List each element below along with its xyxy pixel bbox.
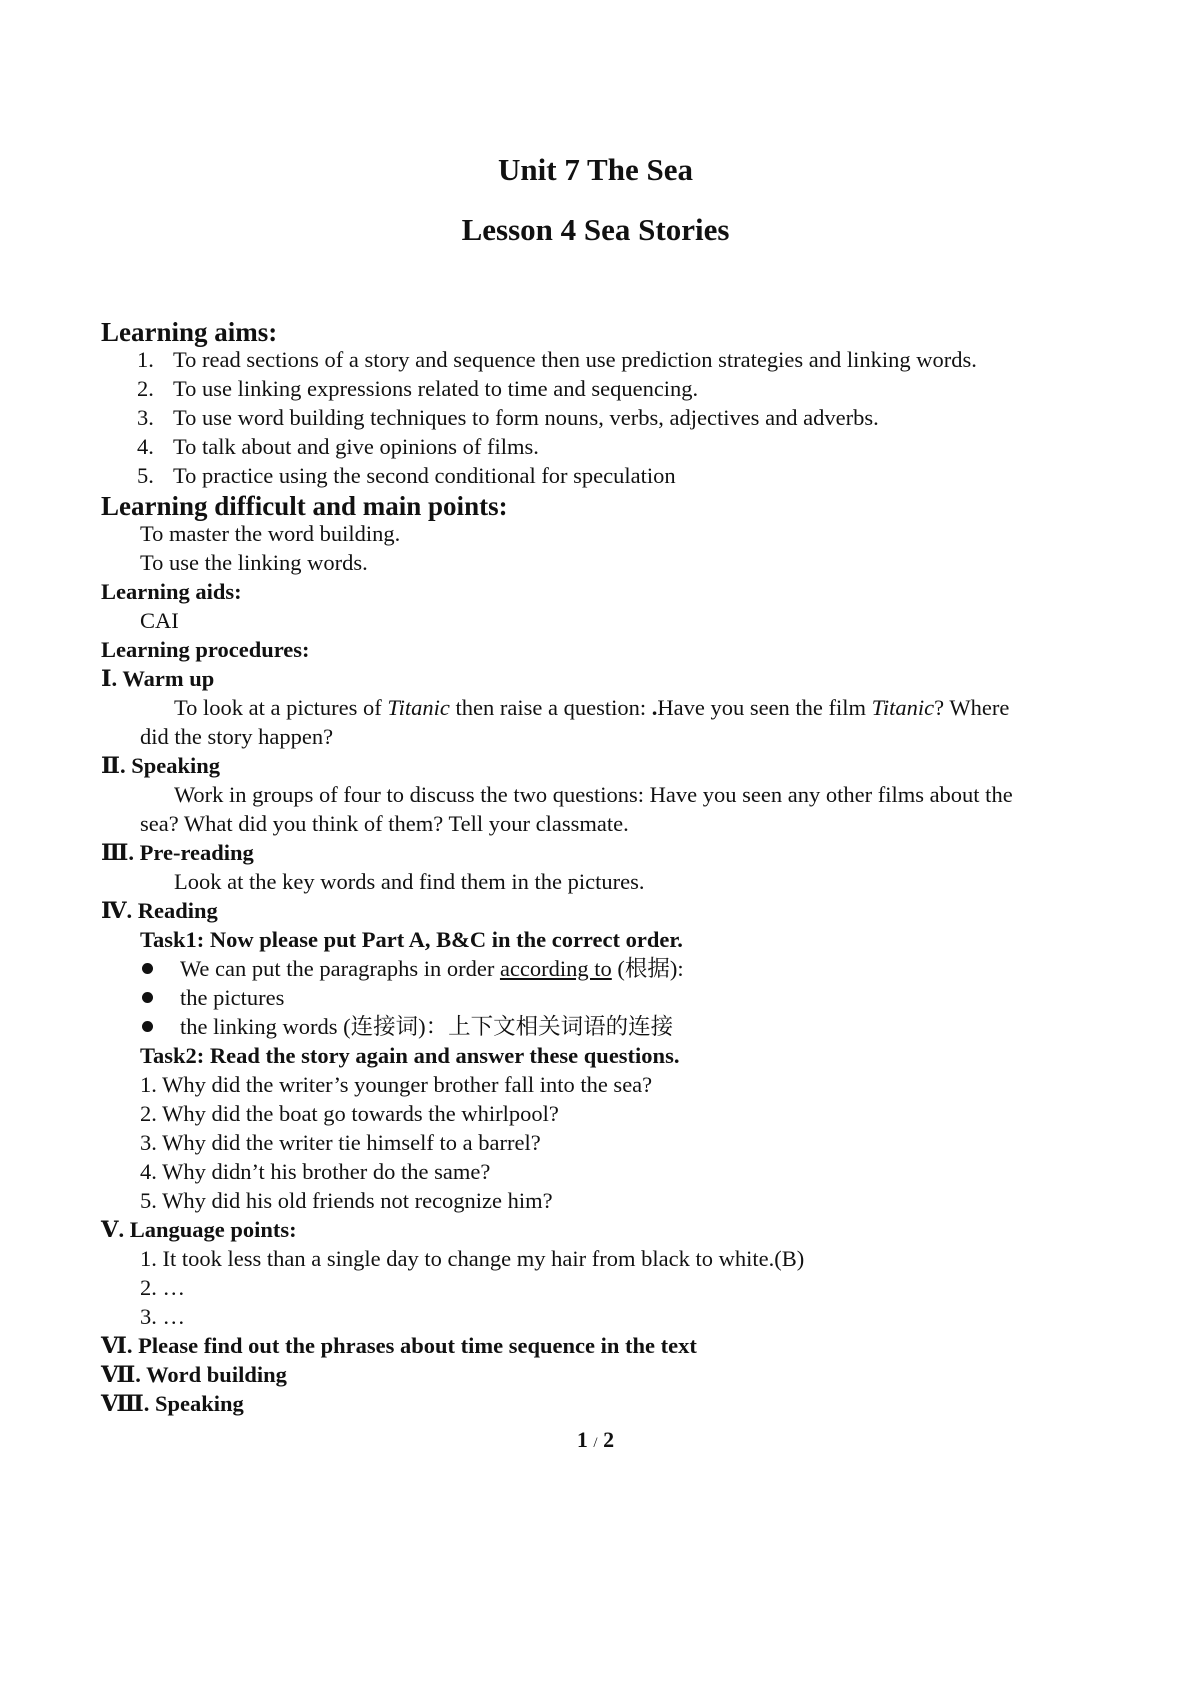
question-item: 3. Why did the writer tie himself to a barrel?: [140, 1130, 541, 1155]
aim-item: 2. To use linking expressions related to time and sequencing.: [137, 376, 699, 401]
question-item: 2. Why did the boat go towards the whirlpool?: [140, 1101, 559, 1126]
language-point-item: 3. …: [140, 1304, 185, 1329]
unit-title: Unit 7 The Sea: [498, 152, 693, 187]
task1-heading: Task1: Now please put Part A, B&C in the correct order.: [140, 927, 683, 952]
bullet-item: the linking words (连接词)：上下文相关词语的连接: [138, 1013, 673, 1041]
section-reading-heading: Ⅳ. Reading: [101, 898, 218, 923]
aim-item: 3. To use word building techniques to form nouns, verbs, adjectives and adverbs.: [137, 405, 879, 430]
speaking-text: Work in groups of four to discuss the two questions: Have you seen any other films about the: [174, 782, 1013, 807]
aim-item: 4. To talk about and give opinions of films.: [137, 434, 539, 459]
section-time-sequence-heading: Ⅵ. Please find out the phrases about time sequence in the text: [101, 1333, 697, 1358]
section-warm-up-heading: Ⅰ. Warm up: [101, 666, 215, 691]
question-item: 4. Why didn’t his brother do the same?: [140, 1159, 491, 1184]
question-item: 5. Why did his old friends not recognize him?: [140, 1188, 553, 1213]
pre-reading-text: Look at the key words and find them in the pictures.: [174, 869, 645, 894]
bullet-icon: [142, 992, 153, 1003]
language-point-item: 1. It took less than a single day to change my hair from black to white.(B): [140, 1246, 805, 1271]
aim-item: 1. To read sections of a story and sequence then use prediction strategies and linking words.: [137, 347, 977, 372]
language-point-item: 2. …: [140, 1275, 185, 1300]
section-pre-reading-heading: Ⅲ. Pre-reading: [101, 840, 254, 865]
bullet-item: We can put the paragraphs in order according to (根据):: [138, 955, 684, 983]
section-language-points-heading: Ⅴ. Language points:: [101, 1217, 297, 1242]
lesson-title: Lesson 4 Sea Stories: [461, 212, 730, 247]
bullet-icon: [142, 963, 153, 974]
difficult-point: To use the linking words.: [140, 550, 368, 575]
page-number: 1 / 2: [576, 1427, 615, 1452]
aims-heading: Learning aims:: [101, 317, 278, 347]
warm-up-text-cont: did the story happen?: [140, 724, 334, 749]
question-item: 1. Why did the writer’s younger brother fall into the sea?: [140, 1072, 653, 1097]
aids-text: CAI: [140, 608, 179, 633]
section-word-building-heading: Ⅶ. Word building: [101, 1362, 287, 1387]
difficult-point: To master the word building.: [140, 521, 401, 546]
aim-item: 5. To practice using the second conditional for speculation: [137, 463, 676, 488]
section-speaking-heading: Ⅱ. Speaking: [101, 753, 221, 778]
section-speaking-2-heading: Ⅷ. Speaking: [101, 1391, 244, 1416]
procedures-heading: Learning procedures:: [101, 637, 310, 662]
task2-heading: Task2: Read the story again and answer these questions.: [140, 1043, 680, 1068]
aids-heading: Learning aids:: [101, 579, 242, 604]
bullet-icon: [142, 1021, 153, 1032]
bullet-item: the pictures: [138, 984, 284, 1012]
warm-up-text: To look at a pictures of Titanic then raise a question: .Have you seen the film Titanic? Where: [174, 695, 1010, 720]
difficult-points-heading: Learning difficult and main points:: [101, 491, 508, 521]
speaking-text-cont: sea? What did you think of them? Tell your classmate.: [140, 811, 629, 836]
